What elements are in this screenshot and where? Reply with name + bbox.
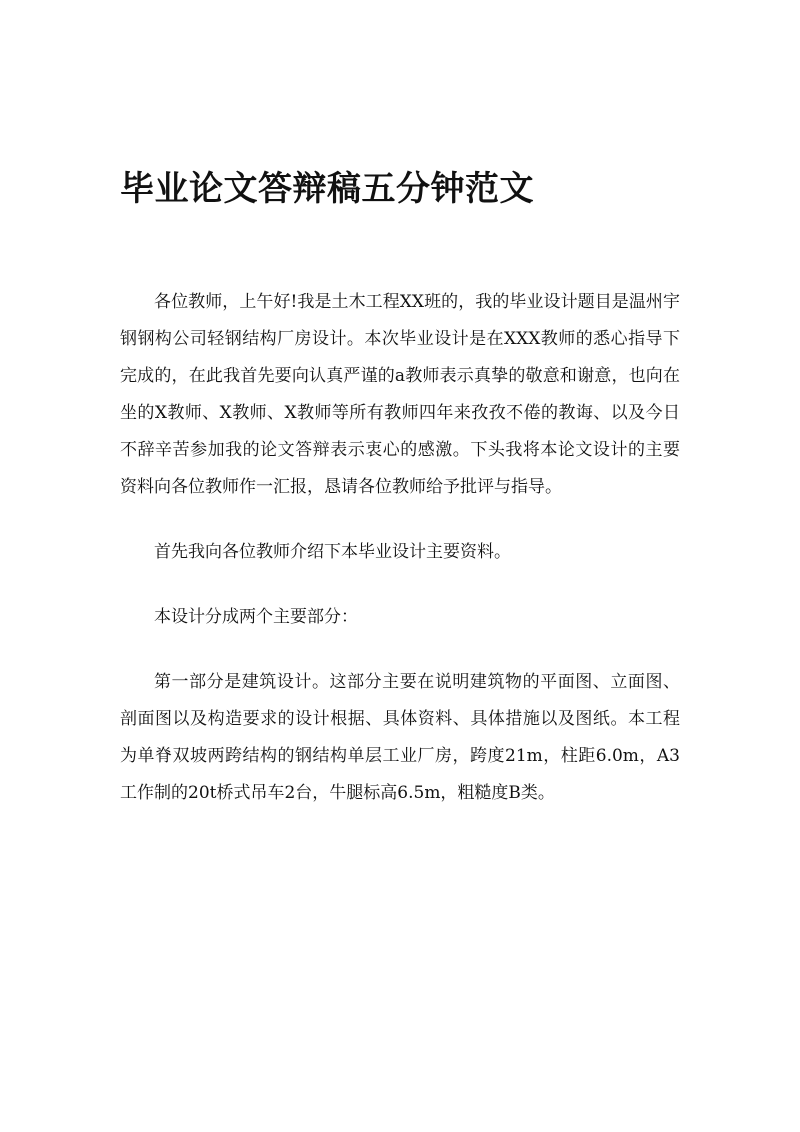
paragraph-introduction: 首先我向各位教师介绍下本毕业设计主要资料。 — [154, 542, 511, 562]
paragraph-structure: 本设计分成两个主要部分： — [154, 607, 358, 627]
document-body — [120, 284, 680, 812]
paragraph-greeting: 各位教师，上午好!我是土木工程XX班的，我的毕业设计题目是温州宇钢钢构公司轻钢结构厂房设计。本次毕业设计是在XXX教师的悉心指导下完成的，在此我首先要向认真严谨的a教师表示真挚的敬意和谢意，也向在坐的X教师、X教师、X教师等所有教师四年来孜孜不倦的教诲、以及今日不辞辛苦参加我的论文答辩表示衷心的感激。下头我将本论文设计的主要资料向各位教师作一汇报，恳请各位教师给予批评与指导。 — [120, 292, 680, 497]
paragraph-architecture-design: 第一部分是建筑设计。这部分主要在说明建筑物的平面图、立面图、剖面图以及构造要求的设计根据、具体资料、具体措施以及图纸。本工程为单脊双坡两跨结构的钢结构单层工业厂房，跨度21m，柱距6.0m，A3工作制的20t桥式吊车2台，牛腿标高6.5m，粗糙度B类。 — [120, 672, 680, 803]
document-title: 毕业论文答辩稿五分钟范文 — [120, 169, 534, 209]
